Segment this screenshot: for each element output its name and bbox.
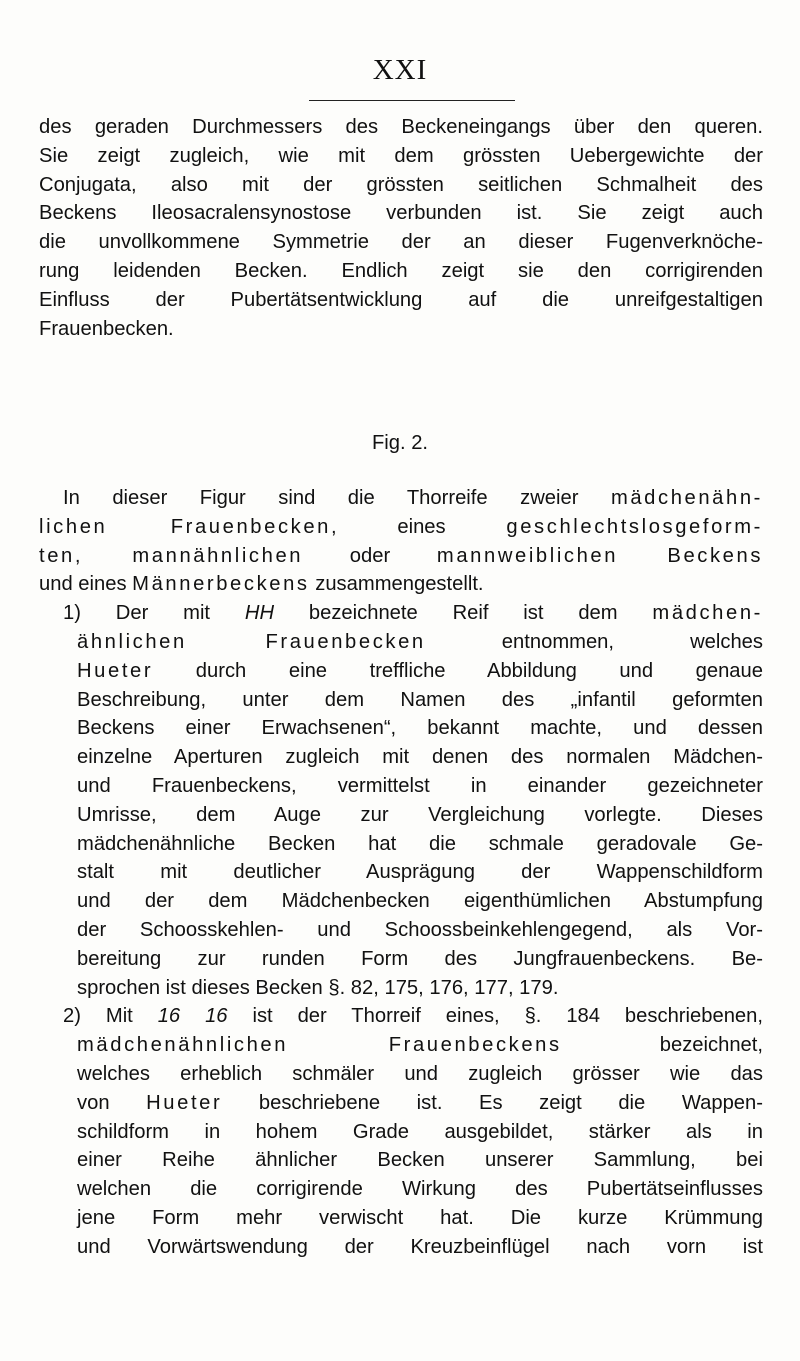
text-line: der Schoosskehlen- und Schoossbeinkehlengegend, als Vor- (77, 918, 763, 941)
text-line: Conjugata, also mit der grössten seitlichen Schmalheit des (39, 173, 763, 196)
text-run: bezeichnet, (561, 1034, 763, 1057)
paragraph-intro (39, 113, 763, 343)
text-run: 1) Der mit (63, 602, 245, 625)
text-line: einer Reihe ähnlicher Becken unserer Sammlung, bei (77, 1149, 763, 1172)
text-run: zusammengestellt. (309, 573, 484, 596)
text-line: sprochen ist dieses Becken §. 82, 175, 176, 177, 179. (77, 976, 559, 999)
text-line: schildform in hohem Grade ausgebildet, stärker als in (77, 1120, 763, 1143)
page-number: XXI (372, 54, 428, 86)
text-line: die unvollkommene Symmetrie der an dieser Fugenverknöche- (39, 231, 763, 254)
text-line: des geraden Durchmessers des Beckeneingangs über den queren. (39, 116, 763, 138)
text-line (39, 1031, 763, 1060)
text-run: entnommen, welches (425, 630, 764, 653)
author-name: Hueter (146, 1091, 223, 1114)
text-run: bezeichnete Reif ist dem (274, 602, 653, 625)
list-item-2-line (39, 1002, 763, 1031)
text-run: beschriebene ist. Es zeigt die Wappen- (222, 1091, 763, 1114)
emphasized-term: Männerbeckens (132, 573, 310, 596)
emphasized-term: ten, mannähnlichen (39, 544, 304, 567)
text-run: durch eine treffliche Abbildung und genaue (153, 659, 763, 682)
text-run: ist der Thorreif eines, §. 184 beschriebenen, (227, 1005, 763, 1028)
figure-reference: HH (244, 602, 275, 625)
text-line (39, 542, 763, 571)
text-line: Sie zeigt zugleich, wie mit dem grössten Uebergewichte der (39, 144, 763, 167)
text-line: Beschreibung, unter dem Namen des „infantil geformten (77, 688, 763, 711)
text-run: , eines (330, 515, 507, 538)
header-rule (309, 100, 515, 101)
emphasized-term: mädchenähnlichen Frauenbeckens (77, 1034, 562, 1057)
text-line: Einfluss der Pubertätsentwicklung auf die unreifgestaltigen (39, 288, 763, 311)
figure-caption: Fig. 2. (371, 432, 429, 454)
emphasized-term: lichen Frauenbecken (39, 515, 331, 538)
text-line (39, 484, 763, 513)
emphasized-term: mädchenähn- (610, 487, 763, 509)
text-line: und Vorwärtswendung der Kreuzbeinflügel nach vorn ist (77, 1235, 763, 1258)
text-line (39, 513, 763, 542)
text-line (39, 570, 763, 599)
text-line: Umrisse, dem Auge zur Vergleichung vorlegte. Dieses (77, 803, 763, 826)
text-line (39, 628, 763, 657)
list-item-1-line (39, 599, 763, 628)
text-line: Beckens einer Erwachsenen“, bekannt machte, und dessen (77, 717, 763, 740)
emphasized-term: geschlechtslosgeform- (506, 515, 763, 538)
text-run: und eines (39, 573, 133, 596)
text-run: 2) Mit (63, 1005, 158, 1028)
text-line: Frauenbecken. (39, 317, 174, 340)
text-line: rung leidenden Becken. Endlich zeigt sie den corrigirenden (39, 259, 763, 282)
text-line: jene Form mehr verwischt hat. Die kurze Krümmung (77, 1206, 763, 1229)
text-line: mädchenähnliche Becken hat die schmale geradovale Ge- (77, 832, 763, 855)
author-name: Hueter (77, 659, 154, 682)
text-line: und der dem Mädchenbecken eigenthümlichen Abstumpfung (77, 890, 763, 913)
text-line: welchen die corrigirende Wirkung des Pubertätseinflusses (77, 1178, 763, 1201)
text-run: oder (303, 544, 437, 567)
text-run: von (77, 1091, 147, 1114)
text-line: bereitung zur runden Form des Jungfrauenbeckens. Be- (77, 947, 763, 970)
text-line: einzelne Aperturen zugleich mit denen des normalen Mädchen- (77, 746, 763, 769)
text-line (39, 1089, 763, 1118)
figure-reference: 16 16 (157, 1005, 228, 1028)
emphasized-term: mädchen- (652, 602, 763, 625)
text-line: welches erheblich schmäler und zugleich grösser wie das (77, 1062, 763, 1085)
text-line: und Frauenbeckens, vermittelst in einander gezeichneter (77, 774, 763, 797)
paragraph-figure-description (39, 484, 763, 1262)
emphasized-term: ähnlichen Frauenbecken (77, 630, 426, 653)
emphasized-term: mannweiblichen Beckens (436, 544, 764, 567)
text-line: stalt mit deutlicher Ausprägung der Wappenschildform (77, 861, 763, 884)
text-run: In dieser Figur sind die Thorreife zweier (63, 487, 611, 509)
text-line: Beckens Ileosacralensynostose verbunden ist. Sie zeigt auch (39, 202, 763, 225)
text-line (39, 657, 763, 686)
